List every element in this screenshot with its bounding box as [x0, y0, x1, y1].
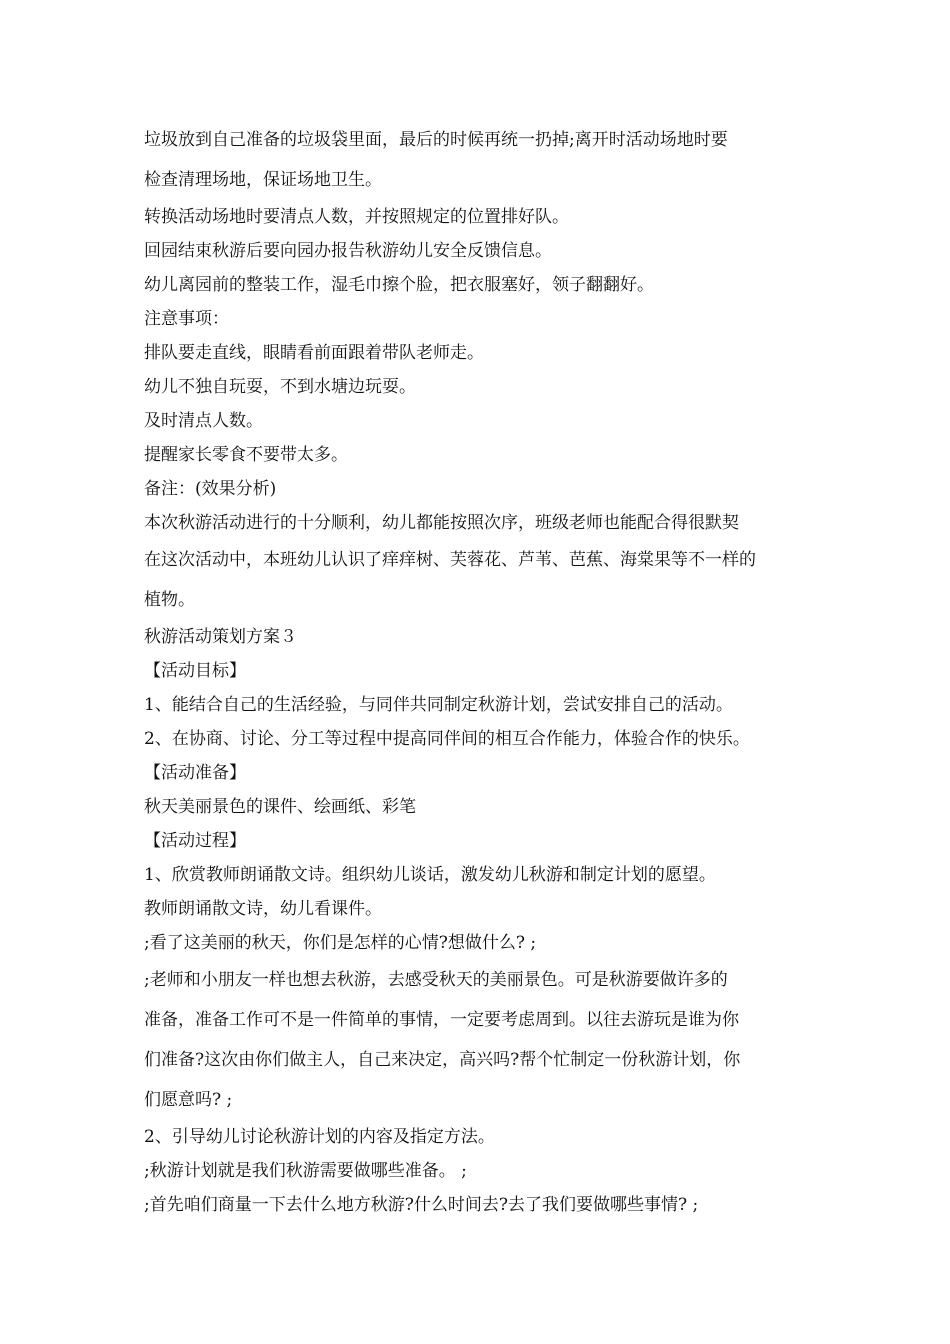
text-line: 们愿意吗? ; — [144, 1090, 233, 1110]
text-line: 及时清点人数。 — [144, 411, 263, 431]
text-line: 1、能结合自己的生活经验，与同伴共同制定秋游计划，尝试安排自己的活动。 — [144, 695, 733, 715]
text-line: 检查清理场地，保证场地卫生。 — [144, 170, 382, 190]
text-line: 1、欣赏教师朗诵散文诗。组织幼儿谈话，激发幼儿秋游和制定计划的愿望。 — [144, 865, 716, 885]
text-line: 们准备?这次由你们做主人，自己来决定，高兴吗?帮个忙制定一份秋游计划，你 — [144, 1050, 741, 1070]
text-line: 教师朗诵散文诗，幼儿看课件。 — [144, 899, 382, 919]
text-line: ;首先咱们商量一下去什么地方秋游?什么时间去?去了我们要做哪些事情? ; — [144, 1195, 699, 1215]
text-line: ;秋游计划就是我们秋游需要做哪些准备。 ; — [144, 1161, 467, 1181]
text-line: 幼儿离园前的整装工作，湿毛巾擦个脸，把衣服塞好，领子翻翻好。 — [144, 275, 654, 295]
text-line: 排队要走直线，眼睛看前面跟着带队老师走。 — [144, 343, 484, 363]
section-heading: 【活动准备】 — [144, 763, 246, 783]
text-line: ;老师和小朋友一样也想去秋游，去感受秋天的美丽景色。可是秋游要做许多的 — [144, 970, 728, 990]
section-heading: 【活动过程】 — [144, 831, 246, 851]
text-line: 本次秋游活动进行的十分顺利，幼儿都能按照次序，班级老师也能配合得很默契 — [144, 513, 739, 533]
text-line: 秋天美丽景色的课件、绘画纸、彩笔 — [144, 797, 416, 817]
document-body — [144, 120, 814, 1222]
section-title: 秋游活动策划方案３ — [144, 627, 297, 647]
text-line: 准备，准备工作可不是一件简单的事情，一定要考虑周到。以往去游玩是谁为你 — [144, 1010, 739, 1030]
text-line: 植物。 — [144, 590, 195, 610]
text-line: 幼儿不独自玩耍，不到水塘边玩耍。 — [144, 377, 416, 397]
text-line: 2、引导幼儿讨论秋游计划的内容及指定方法。 — [144, 1127, 495, 1147]
section-heading: 备注：(效果分析) — [144, 479, 277, 499]
text-line: 转换活动场地时要清点人数，并按照规定的位置排好队。 — [144, 207, 569, 227]
text-line: 提醒家长零食不要带太多。 — [144, 445, 348, 465]
text-line: 回园结束秋游后要向园办报告秋游幼儿安全反馈信息。 — [144, 241, 552, 261]
text-line: 2、在协商、讨论、分工等过程中提高同伴间的相互合作能力，体验合作的快乐。 — [144, 729, 750, 749]
section-heading: 【活动目标】 — [144, 661, 246, 681]
text-line: 在这次活动中，本班幼儿认识了痒痒树、芙蓉花、芦苇、芭蕉、海棠果等不一样的 — [144, 550, 756, 570]
section-heading: 注意事项： — [144, 309, 229, 329]
text-line: ;看了这美丽的秋天，你们是怎样的心情?想做什么? ; — [144, 933, 537, 953]
text-line: 垃圾放到自己准备的垃圾袋里面，最后的时候再统一扔掉;离开时活动场地时要 — [144, 130, 728, 150]
